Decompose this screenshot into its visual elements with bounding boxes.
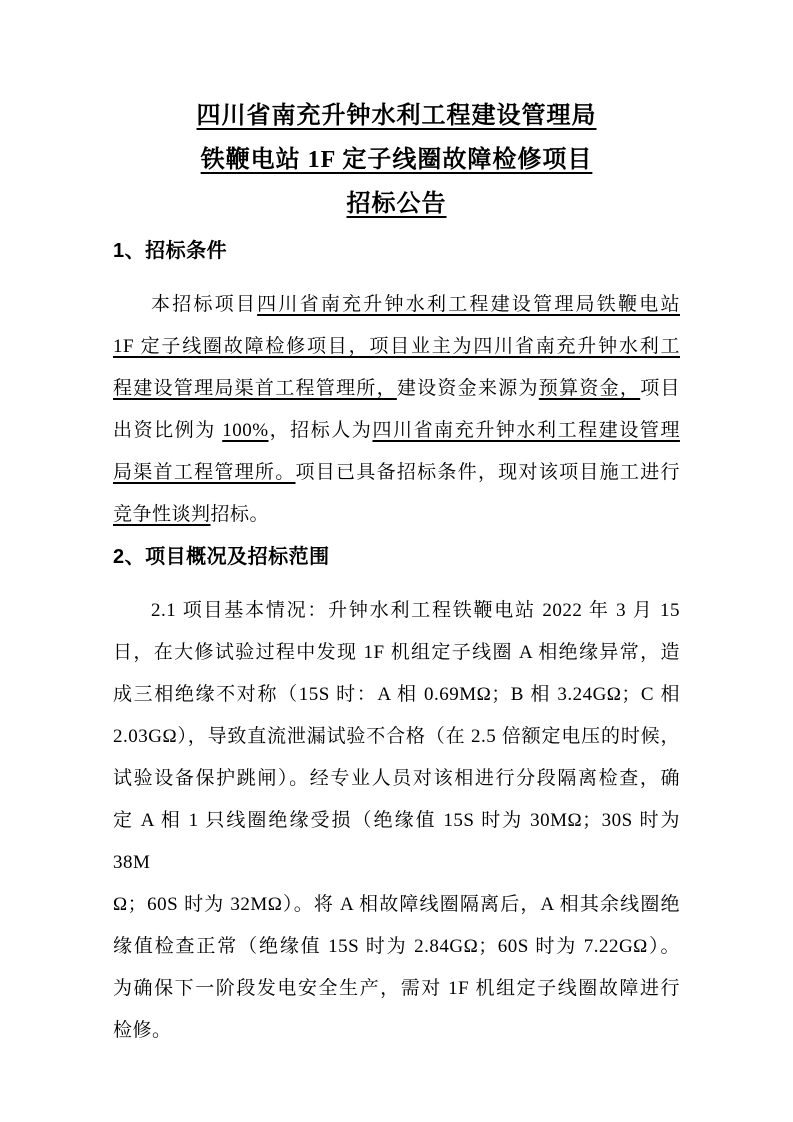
text-line [113, 452, 680, 494]
document-title [113, 94, 680, 226]
plain-text: 缘值检查正常（绝缘值 15S 时为 2.84GΩ；60S 时为 7.22GΩ）。 [113, 936, 680, 957]
title-line-3 [113, 182, 680, 226]
underlined-text: 四川省南充升钟水利工程建设管理 [372, 420, 680, 441]
plain-text: ，招标人为 [268, 420, 373, 441]
plain-text: Ω；60S 时为 32MΩ）。将 A 相故障线圈隔离后，A 相其余线圈绝 [113, 894, 680, 915]
plain-text: 项目已具备招标条件，现对该项目施工进行 [295, 462, 680, 483]
text-line [113, 368, 680, 410]
plain-text: 2.1 项目基本情况：升钟水利工程铁鞭电站 2022 年 3 月 15 [151, 600, 680, 621]
underlined-text: 100% [222, 420, 269, 441]
title-line-text: 四川省南充升钟水利工程建设管理局 [196, 103, 597, 129]
underlined-text: 局渠首工程管理所。 [113, 462, 296, 483]
text-line [113, 326, 680, 368]
text-line [113, 758, 680, 800]
title-line-1 [113, 94, 680, 138]
plain-text: 为确保下一阶段发电安全生产，需对 1F 机组定子线圈故障进行 [113, 978, 680, 999]
plain-text: 本招标项目 [151, 294, 258, 315]
text-line [113, 632, 680, 674]
text-line [113, 926, 680, 968]
text-line [113, 590, 680, 632]
text-line [113, 800, 680, 884]
underlined-text: 四川省南充升钟水利工程建设管理局铁鞭电站 [257, 294, 680, 315]
text-line [113, 284, 680, 326]
plain-text: 招标。 [210, 504, 270, 525]
plain-text: 检修。 [113, 1020, 172, 1041]
plain-text: 出资比例为 [113, 420, 223, 441]
text-line [113, 1010, 680, 1052]
text-line [113, 674, 680, 716]
plain-text: 试验设备保护跳闸）。经专业人员对该相进行分段隔离检查，确 [113, 768, 680, 789]
underlined-text: 预算资金， [538, 378, 641, 399]
text-line [113, 968, 680, 1010]
text-line [113, 884, 680, 926]
document-body [113, 230, 680, 1052]
title-line-2 [113, 138, 680, 182]
underlined-text: 1F 定子线圈故障检修项目，项目业主为四川省南充升钟水利工 [113, 336, 680, 357]
text-line [113, 410, 680, 452]
text-line [113, 716, 680, 758]
plain-text: 建设资金来源为 [396, 378, 539, 399]
plain-text: 2.03GΩ），导致直流泄漏试验不合格（在 2.5 倍额定电压的时候， [113, 726, 680, 747]
underlined-text: 程建设管理局渠首工程管理所， [113, 378, 397, 399]
section-heading-1: 1、招标条件 [113, 240, 228, 262]
plain-text: 项目 [640, 378, 680, 399]
text-line [113, 494, 680, 536]
underlined-text: 竞争性谈判 [113, 504, 211, 525]
title-line-text: 铁鞭电站 1F 定子线圈故障检修项目 [200, 147, 593, 173]
plain-text: 定 A 相 1 只线圈绝缘受损（绝缘值 15S 时为 30MΩ；30S 时为 38M [113, 810, 680, 873]
plain-text: 成三相绝缘不对称（15S 时：A 相 0.69MΩ；B 相 3.24GΩ；C 相 [113, 684, 680, 705]
section-heading-2: 2、项目概况及招标范围 [113, 546, 330, 568]
title-line-text: 招标公告 [346, 191, 447, 217]
plain-text: 日，在大修试验过程中发现 1F 机组定子线圈 A 相绝缘异常，造 [113, 642, 680, 663]
